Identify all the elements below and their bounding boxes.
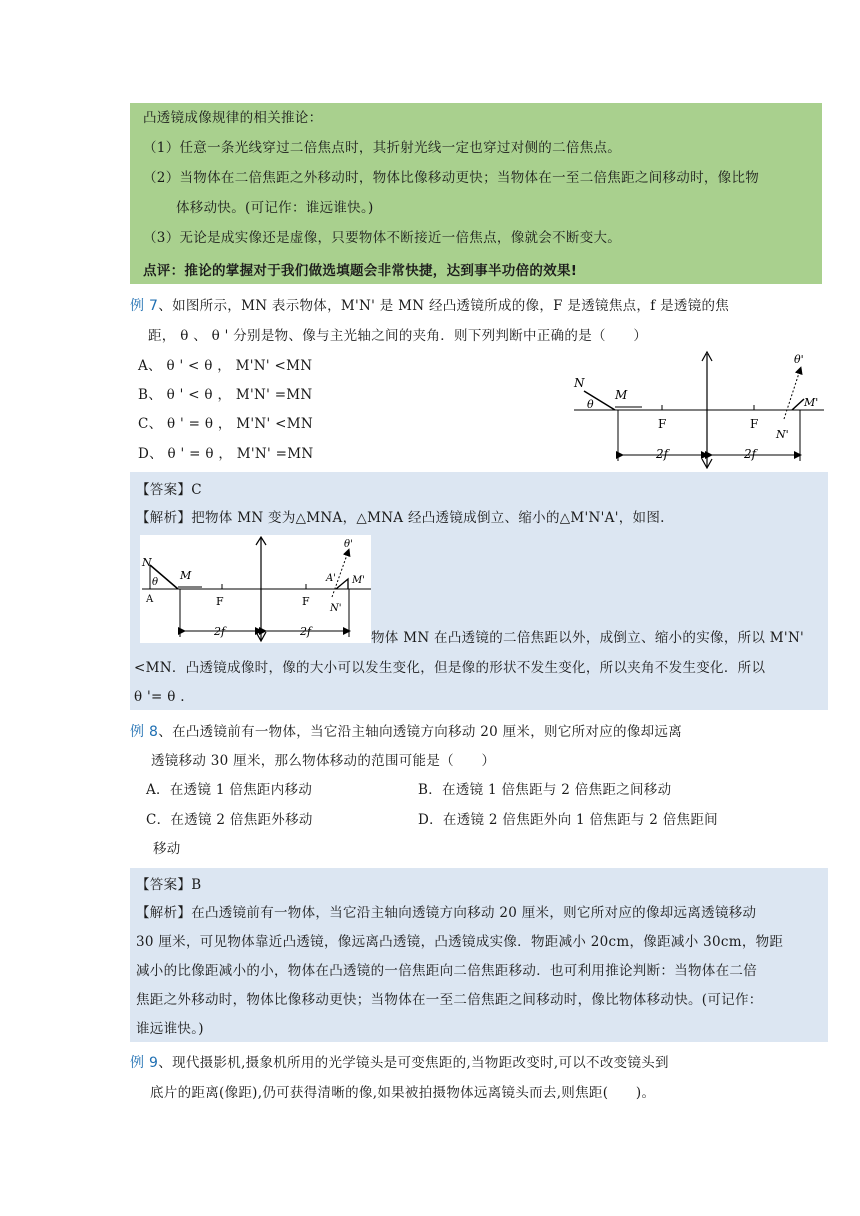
label-f-right: F [750,417,759,431]
ex7-option-d: D、 θ ' = θ ， M'N' =MN [138,446,314,462]
summary-box [130,103,822,284]
summary-comment: 点评：推论的掌握对于我们做选填题会非常快捷，达到事半功倍的效果! [143,263,578,279]
summary-item-2-cont: 体移动快。(可记作：谁远谁快。) [176,200,374,216]
ex8-analysis-line2: 30 厘米，可见物体靠近凸透镜，像远离凸透镜，凸透镜成实像．物距减小 20cm，像距减小 30cm，物距 [136,934,784,950]
ex7-option-b: B、 θ ' < θ ， M'N' =MN [138,387,313,403]
ex8-label: 例 8 [130,724,159,740]
ex8-option-d: D．在透镜 2 倍焦距外向 1 倍焦距与 2 倍焦距间 [418,812,718,828]
svg-text:M: M [180,569,192,582]
label-m: M [615,388,628,402]
svg-text:N: N [142,556,152,569]
ex9-label: 例 9 [130,1055,159,1071]
ex8-question-line2: 透镜移动 30 厘米，那么物体移动的范围可能是（ ） [151,753,496,769]
ex8-question-line1: 例 8、在凸透镜前有一物体，当它沿主轴向透镜方向移动 20 厘米，则它所对应的像却远离 [130,724,683,740]
ex7-option-c: C、 θ ' = θ ， M'N' <MN [138,416,313,432]
ex7-option-a: A、 θ ' < θ ， M'N' <MN [138,358,313,374]
ex7-analysis-figure [140,535,371,643]
ex8-analysis-line1: 【解析】在凸透镜前有一物体，当它沿主轴向透镜方向移动 20 厘米，则它所对应的像却远离透镜移动 [136,905,757,921]
ex8-option-c: C．在透镜 2 倍焦距外移动 [146,812,313,828]
ex8-option-a: A．在透镜 1 倍焦距内移动 [146,782,313,798]
label-m-prime: M' [804,396,819,409]
svg-text:N': N' [330,603,342,614]
ex7-question-line2: 距， θ 、 θ ' 分别是物、像与主光轴之间的夹角．则下列判断中正确的是（ ） [148,328,648,344]
svg-text:2f: 2f [300,625,312,638]
ex8-answer-box [130,868,828,1042]
ex7-analysis-line1: 【解析】把物体 MN 变为△MNA，△MNA 经凸透镜成倒立、缩小的△M'N'A'，如图. [136,510,665,526]
ex7-lens-figure [572,349,824,469]
svg-text:F: F [302,595,310,608]
ex7-label: 例 7 [130,298,159,314]
ex7-answer: 【答案】C [136,482,202,498]
summary-item-1: （1）任意一条光线穿过二倍焦点时，其折射光线一定也穿过对侧的二倍焦点。 [143,140,622,156]
label-a-prime: A' [326,573,336,584]
ex8-option-d-cont: 移动 [153,841,181,857]
label-2f-left: 2f [656,447,669,461]
svg-text:θ: θ [152,577,159,588]
ex7-analysis-line3: <MN．凸透镜成像时，像的大小可以发生变化，但是像的形状不发生变化，所以夹角不发生变化．所以 [134,660,766,676]
label-a: A [146,594,154,605]
label-n: N [574,376,585,390]
label-2f-right: 2f [744,447,757,461]
summary-item-3: （3）无论是成实像还是虚像，只要物体不断接近一倍焦点，像就会不断变大。 [143,230,622,246]
image-mn [792,399,804,410]
ex8-analysis-line4: 焦距之外移动时，物体比像移动更快；当物体在一至二倍焦距之间移动时，像比物体移动快。(可记作： [136,992,763,1008]
label-theta-prime: θ' [794,353,804,366]
ex8-answer: 【答案】B [136,877,202,893]
svg-text:F: F [216,595,224,608]
ex9-question-line2: 底片的距离(像距),仍可获得清晰的像,如果被拍摄物体远离镜头而去,则焦距( )。 [150,1085,656,1101]
ex7-question-line1: 例 7、如图所示，MN 表示物体，M'N' 是 MN 经凸透镜所成的像，F 是透镜焦点，f 是透镜的焦 [130,298,730,314]
label-theta: θ [587,398,594,411]
label-f-left: F [658,417,667,431]
summary-title: 凸透镜成像规律的相关推论： [143,110,323,126]
ex8-option-b: B．在透镜 1 倍焦距与 2 倍焦距之间移动 [418,782,672,798]
ex7-analysis-line2: 物体 MN 在凸透镜的二倍焦距以外，成倒立、缩小的实像，所以 M'N' [371,630,805,646]
summary-item-2: （2）当物体在二倍焦距之外移动时，物体比像移动更快；当物体在一至二倍焦距之间移动时，像比物 [143,170,760,186]
ex8-analysis-line5: 谁远谁快。) [136,1021,204,1037]
svg-text:θ': θ' [344,539,353,550]
svg-text:M': M' [352,575,365,586]
ex8-analysis-line3: 减小的比像距减小的小，物体在凸透镜的一倍焦距向二倍焦距移动．也可利用推论判断：当物体在二倍 [136,963,757,979]
svg-text:2f: 2f [214,625,226,638]
ex9-question-line1: 例 9、现代摄影机,摄象机所用的光学镜头是可变焦距的,当物距改变时,可以不改变镜头到 [130,1055,669,1071]
label-n-prime: N' [776,428,789,441]
ex7-analysis-line4: θ '= θ . [134,689,185,705]
